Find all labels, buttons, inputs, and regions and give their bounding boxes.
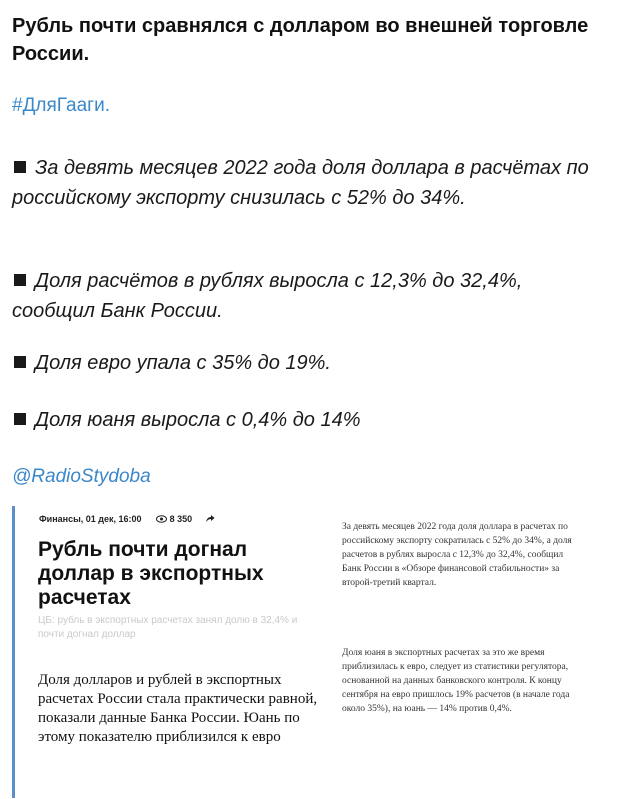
black-square-icon xyxy=(14,274,26,286)
article-paragraph-1: За девять месяцев 2022 года доля доллара в расчетах по российскому экспорту сократилась с 52% до 34%, а доля расчетов в рублях выросла с 12,3% до 32,4%, сообщил Банк России в «Обзоре финансовой стабильности» за второй-третий квартал. xyxy=(342,522,572,588)
article-screenshot[interactable] xyxy=(12,506,608,798)
quote-bar xyxy=(12,506,15,798)
share-icon[interactable] xyxy=(205,514,215,524)
eye-icon xyxy=(156,514,167,524)
black-square-icon xyxy=(14,356,26,368)
article-date: Финансы, 01 дек, 16:00 xyxy=(39,514,142,524)
post-title: Рубль почти сравнялся с долларом во внешней торговле России. xyxy=(12,15,589,65)
article-subtitle: ЦБ: рубль в экспортных расчетах занял долю в 32,4% и почти догнал доллар xyxy=(38,615,298,640)
article-headline: Рубль почти догнал доллар в экспортных расчетах xyxy=(38,538,264,609)
bullet-text: За девять месяцев 2022 года доля доллара в расчётах по российскому экспорту снизилась с 52% до 34%. xyxy=(12,157,589,209)
bullet-text: Доля расчётов в рублях выросла с 12,3% до 32,4%, сообщил Банк России. xyxy=(12,270,523,322)
black-square-icon xyxy=(14,161,26,173)
bullet-euro-share xyxy=(12,348,607,378)
hashtag-link[interactable]: #ДляГааги. xyxy=(12,95,110,116)
black-square-icon xyxy=(14,413,26,425)
bullet-text: Доля евро упала с 35% до 19%. xyxy=(35,352,331,374)
article-paragraph-2: Доля юаня в экспортных расчетах за это же время приблизилась к евро, следует из статистики регулятора, основанной на данных банковского контроля. К концу сентября на евро пришлось 19% расчетов (в начале года около 35%), на юань — 14% против 0,4%. xyxy=(342,648,570,714)
channel-mention-link[interactable]: @RadioStydoba xyxy=(12,466,151,487)
bullet-yuan-share xyxy=(12,405,607,435)
bullet-text: Доля юаня выросла с 0,4% до 14% xyxy=(35,409,361,431)
article-meta xyxy=(39,514,215,524)
bullet-ruble-share xyxy=(12,266,607,326)
bullet-dollar-share xyxy=(12,153,607,213)
article-views: 8 350 xyxy=(169,514,193,524)
article-lead: Доля долларов и рублей в экспортных расчетах России стала практически равной, показали данные Банка России. Юань по этому показателю приблизился к евро xyxy=(38,672,318,745)
